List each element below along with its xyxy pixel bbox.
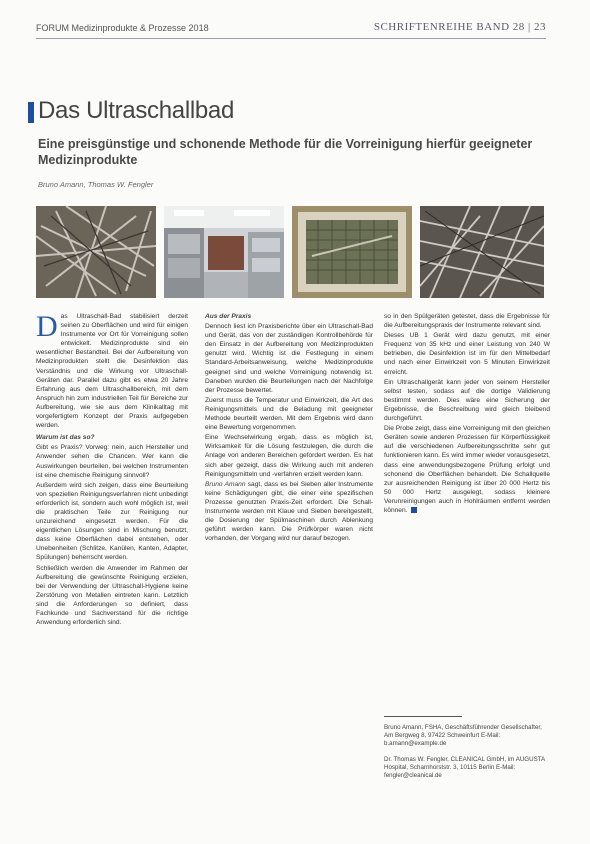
header-rule	[36, 38, 546, 39]
author-run-in: Bruno Amann	[205, 480, 246, 488]
paragraph: Bruno Amann sagt, dass es bei Sieben aller Instrumente keine Schädigungen gibt, die einer eine spezifischen Prozesse genutzten Praxis-Zeit erfordert. Die Schall-Instrumente werden mit Klaue und Sieben bereitgestellt, die Dosierung der Spülmaschinen durch Ablenkung geführt werden kann. Die Prüfkörper waren nicht vorhanden, der Vorgang wird nur darauf bezogen.	[205, 480, 373, 543]
article-authors: Bruno Amann, Thomas W. Fengler	[38, 180, 154, 189]
paragraph: Dieses UB 1 Gerät wird dazu genutzt, mit einer Frequenz von 35 kHz und einer Leistung von 240 W betrieben, die Desinfektion ist im für den Mittelbedarf und nach einer Einwirkzeit von 5 Minuten Einwirkzeit erreicht.	[384, 332, 550, 376]
paragraph: so in den Spülgeräten getestet, dass die Ergebnisse für die Aufbereitungspraxis der Instrumente relevant sind.	[384, 313, 550, 330]
surgical-instruments-photo	[36, 206, 156, 298]
author-address-2: Dr. Thomas W. Fengler, CLEANICAL GmbH, im AUGUSTA Hospital, Scharnhorststr. 3, 10115 Berlin E-Mail: fengler@cleanical.de	[384, 756, 545, 779]
paragraph: Außerdem wird sich zeigen, dass eine Beurteilung von speziellen Reinigungsverfahren nicht unbedingt erforderlich ist, sondern auch wohl möglich ist, weil die praktischen Teile zur Reinigung nur unzureichend eingesetzt werden. Für die eigentlichen Lösungen sind in Mischung benutzt, dass keine Oberflächen dabei entstehen, oder Unebenheiten (Schlitze, Kanülen, Kanten, Adapter, Spülungen) beherrscht werden.	[36, 481, 188, 562]
ultrasonic-bath-photo	[292, 206, 412, 298]
drop-cap: D	[36, 310, 58, 343]
title-accent-bar	[28, 102, 34, 123]
paragraph: Die Probe zeigt, dass eine Vorreinigung mit den gleichen Geräten sowie anderen Prozessen für Körperflüssigkeit auf die verschiedenen Aufbereitungsschritte sehr gut funktionieren kann. Es wird immer wieder vorausgesetzt, dass eine anwendungsbezogene Prüfung erfolgt und schonend die Oberflächen behandelt. Die Schallquelle zur ausreichenden Reinigung ist über 20 000 Hertz bis 50 000 Hertz ausgelegt, sodass kleinere Verunreinigungen auch in Hohlräumen entfernt werden können.	[384, 425, 550, 514]
author-address-1: Bruno Amann, FSHA, Geschäftsführender Gesellschafter, Am Bergweg 8, 97422 Schweinfurt E-Mail: b.amann@example.de	[384, 724, 542, 747]
intro-paragraph: Das Ultraschall-Bad stabilisiert derzeit seinen zu Oberflächen und wird für einigen Instrumente vor Ort für Vorreinigung sollen entwickelt. Medizinprodukte sind ein wesentlicher Bestandteil. Bei der Aufbereitung von Medizinprodukten stellt die Desinfektion das Verständnis und die Wirkung vor Ultraschall-Geräten dar. Parallel dazu gibt es etwa 20 Jahre Erfahrung aus dem Ultraschallbereich, mit dem Anspruch hin zum industriellen Teil für Bereiche zur Aufbereitung, wie sie aus dem Klinikalltag mit vorgefertigtem Konzept der Praxis aufgegeben werden.	[36, 310, 188, 430]
paragraph: Dennoch liest ich Praxisberichte über ein Ultraschall-Bad und Gerät, das von der zuständigen Kontrollbehörde für den Einsatz in der Aufbereitung von Medizinprodukten genutzt wird. Wichtig ist die Festlegung in einem Standard-Arbeitsanweisung, welche Medizinprodukte geeignet sind und welche Vorreinigung notwendig ist. Daneben wurden die Beurteilungen nach der Nachfolge der Prozesse bewertet.	[205, 323, 373, 394]
article-title: Das Ultraschallbad	[38, 97, 235, 124]
paragraph: Ein Ultraschallgerät kann jeder von seinem Hersteller selbst testen, sodass auf die dortige Validierung bestimmt werden. Dies wäre eine Sicherung der Ergebnisse, die Beschreibung wird gleich bleibend durchgeführt.	[384, 378, 550, 423]
text-column-2	[205, 312, 373, 544]
instrument-sieve-photo	[420, 206, 544, 298]
text-column-3	[384, 312, 550, 516]
paragraph: Eine Wechselwirkung ergab, dass es möglich ist, Wirksamkeit für die Lösung festzulegen, die durch die Anlage von anderen Bereichen gefordert werden. Es hat sich aber gezeigt, dass die Wirkung auch mit anderen Reinigungsmitteln und -verfahren erzielt werden kann.	[205, 434, 373, 478]
running-header-right: SCHRIFTENREIHE BAND 28 | 23	[373, 21, 546, 33]
paragraph: Gibt es Praxis? Vorweg: nein, auch Hersteller und Anwender sehen die Chancen. Wer kann die Auswirkungen beurteilen, bei welchen Instrumenten ist eine chemische Reinigung sinnvoll?	[36, 444, 188, 479]
paragraph: Zuerst muss die Temperatur und Einwirkzeit, die Art des Reinigungsmittels und die Beladung mit geeigneter Methode beurteilt werden. Mit dem Ergebnis wird dann eine Bewertung vorgenommen.	[205, 396, 373, 432]
paragraph: Schließlich werden die Anwender im Rahmen der Aufbereitung die gewünschte Reinigung erzielen, bei der Verwendung der Ultraschall-Hygiene keine Zerstörung von Metallen eintreten kann. Letztlich sind die Anforderungen so definiert, dass Fachkunde und Sachverstand für die richtige Anwendung erforderlich sind.	[36, 564, 188, 627]
address-rule	[384, 716, 462, 717]
article-subtitle: Eine preisgünstige und schonende Methode für die Vorreinigung hierfür geeigneter Medizinprodukte	[38, 137, 533, 167]
end-of-article-icon	[411, 507, 417, 513]
reprocessing-room-photo	[164, 206, 284, 298]
text-column-1	[36, 312, 188, 628]
running-header-left: FORUM Medizinprodukte & Prozesse 2018	[36, 23, 209, 33]
subheading-warum: Warum ist das so?	[36, 434, 95, 442]
subheading-praxis: Aus der Praxis	[205, 313, 252, 320]
